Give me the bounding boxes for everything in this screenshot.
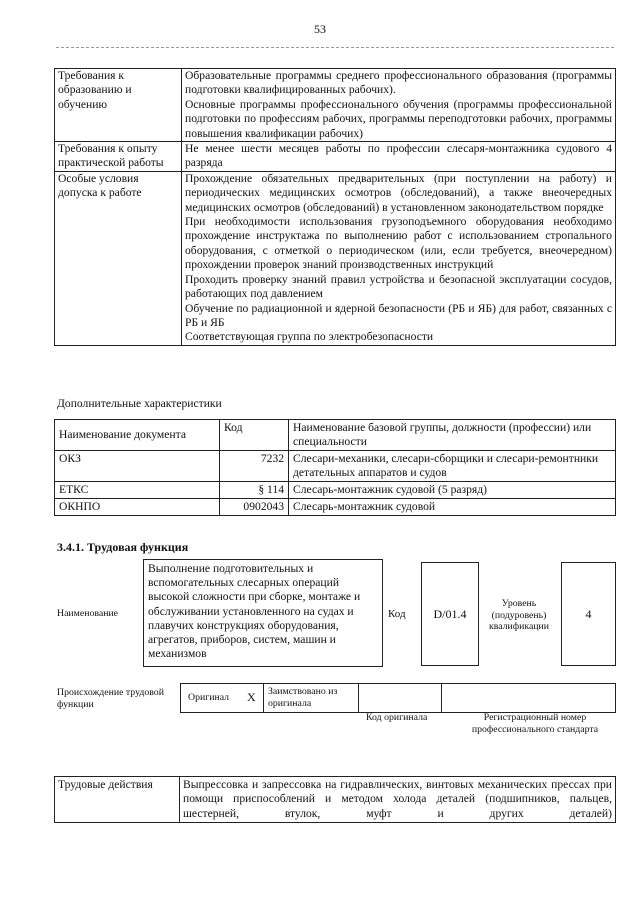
table-header-row: [55, 420, 616, 451]
additional-caption: Дополнительные характеристики: [57, 397, 222, 410]
table-row: [55, 69, 616, 142]
table-row: [55, 777, 616, 823]
header-code: Код: [220, 420, 289, 451]
doc-cell: ОКНПО: [55, 499, 220, 516]
group-cell: Слесари-механики, слесари-сборщики и слесари-ремонтники детательных аппаратов и судов: [289, 451, 616, 482]
origin-code-cell: [358, 683, 442, 713]
group-cell: Слесарь-монтажник судовой: [289, 499, 616, 516]
education-line: Основные программы профессионального обучения (программы профессиональной подготовки по профессиям рабочих, программы переподготовки рабочих, программы повышения квалификации рабочих): [185, 97, 612, 140]
function-code-label: Код: [388, 608, 406, 620]
header-document: Наименование документа: [55, 420, 220, 451]
origin-mark: X: [247, 690, 256, 704]
qualification-level-box: 4: [561, 562, 616, 666]
origin-reg-cell: [441, 683, 616, 713]
origin-original-cell: [180, 683, 264, 713]
function-name-label: Наименование: [57, 608, 119, 619]
reg-number-caption: Регистрационный номер профессионального стандарта: [471, 712, 599, 735]
qualification-level-label: Уровень (подуровень) квалификации: [488, 598, 550, 632]
code-original-caption: Код оригинала: [366, 712, 428, 723]
admission-line: При необходимости использования грузоподъемного оборудования необходимо прохождение инструктажа по выполнению работ с использованием стропального оборудования, с отметкой о периодическом (или, если требуется, внеочередном) прохождении проверок знаний производственных инструкций: [185, 215, 612, 272]
code-cell: 7232: [220, 451, 289, 482]
code-cell: § 114: [220, 482, 289, 499]
experience-label: Требования к опыту практической работы: [55, 142, 182, 172]
function-code-box: D/01.4: [421, 562, 479, 666]
code-cell: 0902043: [220, 499, 289, 516]
education-content: [182, 69, 616, 142]
table-row: [55, 171, 616, 345]
admission-label: Особые условия допуска к работе: [55, 171, 182, 345]
origin-borrowed-label: Заимствовано из оригинала: [268, 686, 338, 709]
admission-line: Соответствующая группа по электробезопасности: [185, 330, 434, 344]
origin-label: Происхождение трудовой функции: [57, 687, 164, 710]
actions-content: [180, 777, 616, 823]
labor-actions-table: [54, 776, 616, 823]
table-row: [55, 482, 616, 499]
doc-cell: ОКЗ: [55, 451, 220, 482]
labor-function-title: 3.4.1. Трудовая функция: [57, 540, 189, 554]
actions-label: Трудовые действия: [55, 777, 180, 823]
origin-borrowed-cell: [263, 683, 359, 713]
education-line: Образовательные программы среднего профессионального образования (программы подготовки квалифицированных рабочих).: [185, 69, 612, 97]
admission-line: Обучение по радиационной и ядерной безопасности (РБ и ЯБ) для работ, связанных с РБ и ЯБ: [185, 301, 612, 329]
admission-line: Проходить проверку знаний правил устройства и безопасной эксплуатации сосудов, работающих под давлением: [185, 272, 612, 301]
table-row: [55, 499, 616, 516]
experience-content: [182, 142, 616, 172]
table-row: [55, 451, 616, 482]
table-row: [55, 142, 616, 172]
header-rule: [56, 47, 614, 48]
experience-line: Не менее шести месяцев работы по профессии слесаря-монтажника судового 4 разряда: [185, 142, 612, 170]
admission-content: [182, 171, 616, 345]
header-group: Наименование базовой группы, должности (профессии) или специальности: [289, 420, 616, 451]
doc-cell: ЕТКС: [55, 482, 220, 499]
additional-table: [54, 419, 616, 516]
group-cell: Слесарь-монтажник судовой (5 разряд): [289, 482, 616, 499]
admission-line: Прохождение обязательных предварительных (при поступлении на работу) и периодических медицинских осмотров (обследований), а также внеочередных медицинских осмотров (обследований) в установленном законодательством порядке: [185, 171, 612, 214]
page-number: 53: [314, 22, 326, 36]
function-name-box: Выполнение подготовительных и вспомогательных слесарных операций высокой сложности при сборке, монтаже и обслуживании установленного на судах и плавучих конструкциях оборудования, агрегатов, приборов, систем, машин и механизмов: [143, 559, 383, 667]
requirements-table: [54, 68, 616, 346]
actions-text: Выпрессовка и запрессовка на гидравлических, винтовых механических прессах при помощи приспособлений и методом холода деталей (подшипников, пальцев, шестерней, втулок, муфт и других деталей): [183, 778, 612, 820]
education-label: Требования к образованию и обучению: [55, 69, 182, 142]
origin-original-label: Оригинал: [188, 692, 230, 703]
